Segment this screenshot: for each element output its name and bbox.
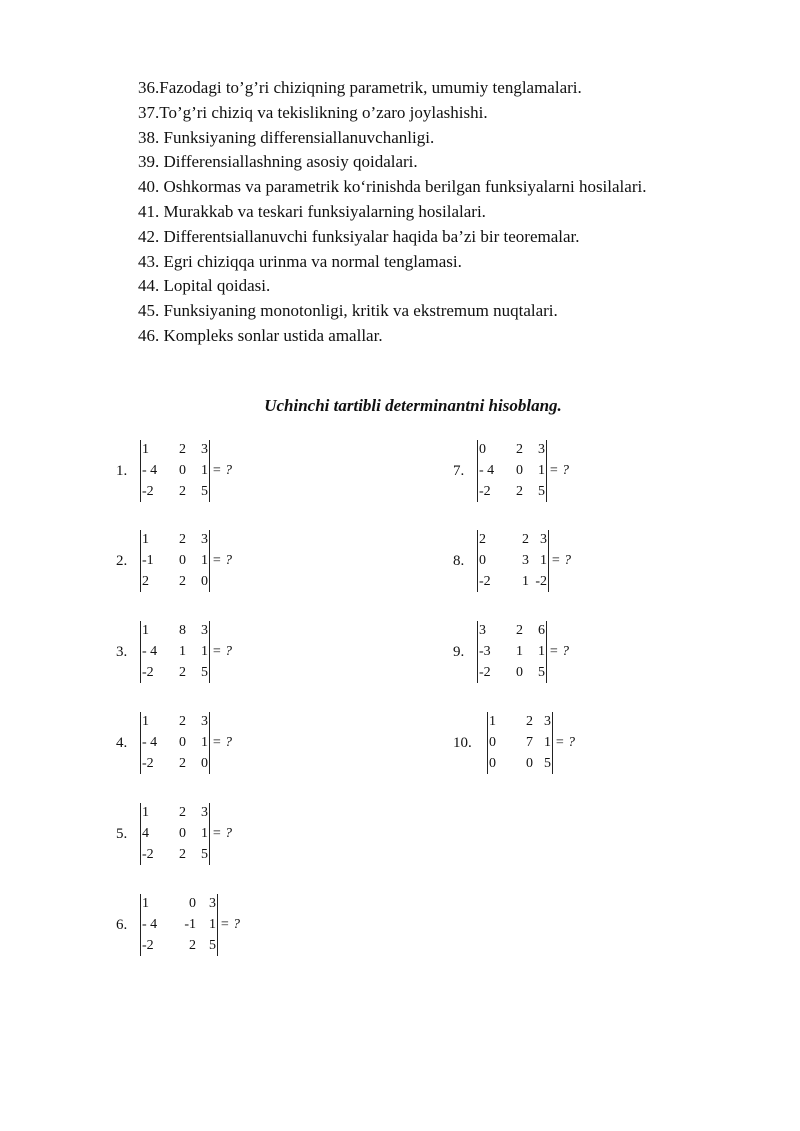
determinant-matrix [477,530,549,592]
matrix-row [142,530,208,550]
matrix-cell: 7 [526,735,533,750]
matrix-row [479,530,547,550]
equals-question: = ? [212,735,232,750]
matrix-cell: 5 [538,665,545,680]
matrix-row [142,915,216,935]
matrix-cell: 1 [142,714,149,729]
matrix-cell: - 4 [142,644,158,659]
matrix-cell: 1 [201,735,208,750]
matrix-cell: -2 [142,847,154,862]
matrix-cell: 0 [201,756,208,771]
matrix-cell: - 4 [142,463,158,478]
matrix-cell: 3 [209,896,216,911]
matrix-cell: 1 [201,463,208,478]
matrix-cell: 2 [189,938,196,953]
exercise-number: 9. [453,644,465,660]
matrix-cell: -2 [535,574,547,589]
matrix-cell: -2 [142,938,154,953]
matrix-row [479,482,545,502]
topic-item: 38. Funksiyaning differensiallanuvchanligi. [138,127,435,147]
matrix-row [479,642,545,662]
matrix-row [142,663,208,683]
topic-list [138,76,646,349]
matrix-row [489,712,551,732]
matrix-cell: -1 [142,553,154,568]
matrix-cell: 3 [538,442,545,457]
matrix-cell: 0 [479,553,486,568]
matrix-cell: 1 [201,826,208,841]
matrix-cell: 1 [544,735,551,750]
determinant-matrix [140,894,218,956]
matrix-cell: -2 [479,484,491,499]
matrix-cell: 1 [142,805,149,820]
equals-question: = ? [551,553,571,568]
determinant-matrix [477,621,547,683]
matrix-cell: 0 [179,735,186,750]
determinant-matrix [140,440,210,502]
matrix-cell: 1 [142,623,149,638]
matrix-cell: 5 [201,665,208,680]
matrix-cell: 2 [179,665,186,680]
topic-item: 36.Fazodagi to’g’ri chiziqning parametrik, umumiy tenglamalari. [138,78,582,97]
determinant-matrix [140,712,210,774]
matrix-cell: 1 [201,553,208,568]
topic-item: 40. Oshkormas va parametrik ko‘rinishda berilgan funksiyalarni hosilalari. [138,177,647,197]
matrix-cell: 1 [489,714,496,729]
matrix-cell: 1 [201,644,208,659]
matrix-cell: -3 [479,644,491,659]
exercise-number: 4. [116,735,128,751]
matrix-cell: 3 [201,532,208,547]
matrix-cell: -2 [479,574,491,589]
matrix-row [142,482,208,502]
topic-item: 45. Funksiyaning monotonligi, kritik va ekstremum nuqtalari. [138,301,558,321]
matrix-cell: 4 [142,826,149,841]
matrix-row [489,733,551,753]
matrix-cell: 1 [540,553,547,568]
matrix-cell: 1 [538,463,545,478]
matrix-cell: 2 [179,847,186,862]
matrix-cell: 0 [516,665,523,680]
matrix-row [479,440,545,460]
matrix-cell: 1 [209,917,216,932]
matrix-cell: 3 [540,532,547,547]
matrix-cell: 0 [489,735,496,750]
matrix-row [142,936,216,956]
matrix-cell: 0 [526,756,533,771]
topic-item: 43. Egri chiziqqa urinma va normal tenglamasi. [138,251,462,271]
matrix-cell: 2 [522,532,529,547]
equals-question: = ? [549,463,569,478]
matrix-cell: -2 [479,665,491,680]
matrix-cell: 3 [479,623,486,638]
matrix-row [479,461,545,481]
matrix-row [142,440,208,460]
matrix-cell: 2 [516,442,523,457]
matrix-row [142,551,208,571]
exercise-number: 8. [453,553,465,569]
matrix-cell: 5 [201,484,208,499]
matrix-cell: 2 [179,574,186,589]
matrix-cell: 2 [516,623,523,638]
matrix-row [142,733,208,753]
matrix-cell: 1 [516,644,523,659]
matrix-cell: 5 [544,756,551,771]
matrix-cell: 3 [201,623,208,638]
matrix-row [142,845,208,865]
matrix-cell: 8 [179,623,186,638]
equals-question: = ? [555,735,575,750]
matrix-cell: 0 [489,756,496,771]
determinant-matrix [477,440,547,502]
matrix-cell: -2 [142,756,154,771]
determinant-matrix [487,712,553,774]
matrix-cell: 1 [179,644,186,659]
determinant-matrix [140,530,210,592]
matrix-row [142,621,208,641]
matrix-row [142,642,208,662]
topic-item: 44. Lopital qoidasi. [138,276,271,296]
matrix-cell: 2 [516,484,523,499]
matrix-row [142,461,208,481]
determinant-matrix [140,621,210,683]
matrix-cell: 0 [516,463,523,478]
equals-question: = ? [212,553,232,568]
matrix-cell: 0 [179,826,186,841]
exercise-number: 1. [116,463,128,479]
matrix-row [489,754,551,774]
topic-item: 42. Differentsiallanuvchi funksiyalar haqida ba’zi bir teoremalar. [138,226,580,246]
matrix-cell: 0 [189,896,196,911]
matrix-cell: 2 [179,442,186,457]
equals-question: = ? [549,644,569,659]
matrix-cell: 2 [179,532,186,547]
matrix-cell: 1 [142,442,149,457]
matrix-cell: 5 [201,847,208,862]
matrix-cell: 0 [479,442,486,457]
determinant-matrix [140,803,210,865]
topic-item: 39. Differensiallashning asosiy qoidalari. [138,152,418,172]
matrix-row [142,894,216,914]
matrix-cell: 1 [142,896,149,911]
matrix-cell: 2 [142,574,149,589]
exercise-number: 3. [116,644,128,660]
matrix-cell: 1 [522,574,529,589]
matrix-cell: 0 [179,553,186,568]
exercise-number: 2. [116,553,128,569]
matrix-row [479,621,545,641]
matrix-row [479,551,547,571]
equals-question: = ? [220,917,240,932]
matrix-cell: 2 [179,714,186,729]
matrix-cell: 1 [538,644,545,659]
matrix-cell: - 4 [479,463,495,478]
matrix-row [142,712,208,732]
exercise-number: 10. [453,735,472,751]
matrix-cell: 3 [544,714,551,729]
matrix-cell: 0 [179,463,186,478]
matrix-cell: 2 [179,805,186,820]
matrix-cell: 3 [201,714,208,729]
matrix-row [142,754,208,774]
matrix-cell: 2 [479,532,486,547]
matrix-cell: 2 [179,756,186,771]
section-heading: Uchinchi tartibli determinantni hisoblang. [264,396,562,415]
exercise-number: 5. [116,826,128,842]
matrix-cell: 2 [526,714,533,729]
matrix-cell: 3 [522,553,529,568]
matrix-row [142,572,208,592]
topic-item: 37.To’g’ri chiziq va tekislikning o’zaro joylashishi. [138,102,488,122]
matrix-cell: 6 [538,623,545,638]
exercise-number: 7. [453,463,465,479]
matrix-cell: 2 [179,484,186,499]
matrix-cell: -1 [184,917,196,932]
matrix-cell: 1 [142,532,149,547]
matrix-row [142,824,208,844]
matrix-cell: -2 [142,665,154,680]
matrix-cell: 3 [201,442,208,457]
matrix-cell: - 4 [142,735,158,750]
matrix-row [142,803,208,823]
equals-question: = ? [212,644,232,659]
matrix-row [479,663,545,683]
matrix-cell: 0 [201,574,208,589]
matrix-cell: 5 [209,938,216,953]
equals-question: = ? [212,826,232,841]
topic-item: 41. Murakkab va teskari funksiyalarning hosilalari. [138,201,486,221]
exercise-number: 6. [116,917,128,933]
topic-item: 46. Kompleks sonlar ustida amallar. [138,325,383,345]
matrix-cell: 5 [538,484,545,499]
matrix-row [479,572,547,592]
matrix-cell: -2 [142,484,154,499]
matrix-cell: 3 [201,805,208,820]
matrix-cell: - 4 [142,917,158,932]
equals-question: = ? [212,463,232,478]
